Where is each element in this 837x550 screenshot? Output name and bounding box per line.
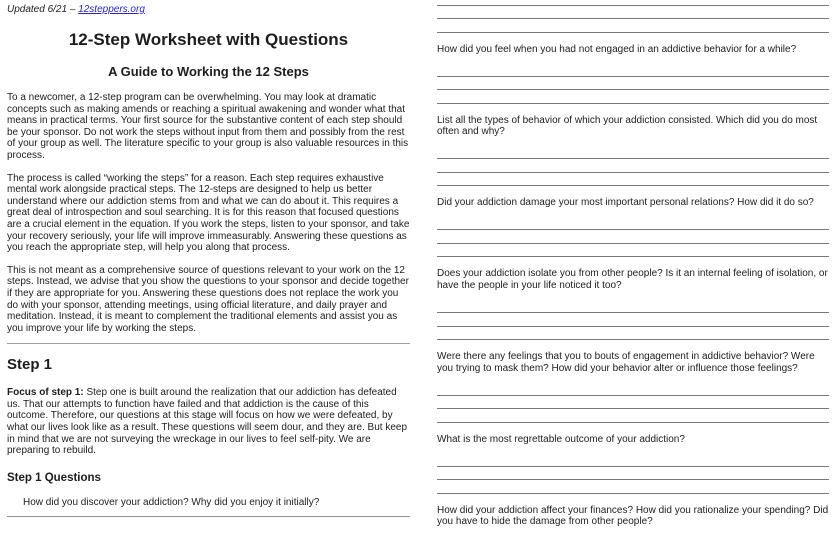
answer-lines	[437, 146, 829, 187]
answer-lines	[437, 453, 829, 494]
answer-line	[437, 63, 829, 77]
answer-line	[7, 516, 410, 517]
answer-line	[437, 396, 829, 410]
section-divider	[7, 343, 410, 344]
answer-line	[437, 313, 829, 327]
answer-line	[437, 217, 829, 231]
updated-label	[7, 4, 410, 16]
answer-line	[437, 6, 829, 20]
answer-line	[437, 382, 829, 396]
focus-text: Step one is built around the realization that our addiction has defeated us. That our attempts to function have failed and that addiction is the cause of this outcome. Therefore, our questions at this stage will focus on how we were defeated, by what our lives look like as a result. These questions will seem dour, and they are. But keep in mind that we are not surveying the wreckage in our lives to feel self-pity. We are preparing to rebuild.	[7, 387, 408, 457]
focus-label: Focus of step 1:	[7, 387, 84, 399]
answer-line	[437, 453, 829, 467]
updated-text: Updated 6/21 –	[7, 4, 79, 15]
question: How did your addiction affect your finances? How did you rationalize your spending? Did you have to hide the damage from other people?	[437, 504, 829, 528]
question: Did your addiction damage your most important personal relations? How did it do so?	[437, 197, 814, 209]
answer-line	[437, 327, 829, 341]
question: Were there any feelings that you to bouts of engagement in addictive behavior? Were you trying to mask them? How did your behavior alter or influence those feelings?	[437, 351, 815, 374]
intro-paragraph: The process is called “working the steps” for a reason. Each step requires exhaustive mental work alongside practical steps. The 12-steps are designed to help us better understand where our addiction stems from and what we can do about it. This requires a great deal of introspection and soul searching. It is for this reason that focused questions are a crucial element in the equation. If you work the steps, listen to your sponsor, and take your recovery seriously, your life will improve immeasurably. Answering these questions as you reach the appropriate step, will help you along that process.	[7, 172, 410, 254]
answer-line	[437, 300, 829, 314]
step1-questions-heading: Step 1 Questions	[7, 471, 101, 484]
answer-line	[437, 480, 829, 494]
answer-line	[437, 244, 829, 258]
answer-lines	[437, 63, 829, 104]
answer-line	[437, 467, 829, 481]
intro-paragraph: This is not meant as a comprehensive source of questions relevant to your work on the 12 steps. Instead, we advise that you show the questions to your sponsor and decide together if they are appropriate for you. Answering these questions does not replace the work you do with your sponsor, attending meetings, using official literature, and daily prayer and meditation. Instead, it is meant to complement the traditional elements and assist you as you improve your life by working the steps.	[7, 264, 409, 334]
answer-line	[437, 146, 829, 160]
answer-lines	[437, 300, 829, 341]
answer-lines	[437, 217, 829, 258]
answer-line	[437, 77, 829, 91]
answer-line	[437, 230, 829, 244]
page-title: 12-Step Worksheet with Questions	[68, 30, 349, 49]
answer-lines	[437, 0, 829, 33]
question: What is the most regrettable outcome of your addiction?	[437, 433, 685, 445]
question: List all the types of behavior of which your addiction consisted. Which did you do most often and why?	[437, 114, 818, 138]
answer-line	[437, 173, 829, 187]
answer-lines	[437, 382, 829, 423]
intro-paragraph: To a newcomer, a 12-step program can be overwhelming. You may look at dramatic concepts such as making amends or reaching a spiritual awakening and wonder what that means in practical terms. Your first source for the substantive content of each step should be your sponsor. Do not work the steps without input from them and possibly from the rest of your group as well. The literature specific to your group is also valuable resources in this process.	[7, 92, 409, 161]
step1-focus	[7, 387, 410, 457]
question: Does your addiction isolate you from other people? Is it an internal feeling of isolation, or have the people in your life noticed it too?	[437, 268, 828, 291]
site-link[interactable]: 12steppers.org	[78, 4, 145, 15]
question: How did you discover your addiction? Why did you enjoy it initially?	[23, 496, 320, 508]
answer-line	[437, 409, 829, 423]
question: How did you feel when you had not engaged in an addictive behavior for a while?	[437, 43, 797, 55]
answer-line	[437, 19, 829, 33]
answer-line	[437, 90, 829, 104]
step1-heading: Step 1	[7, 356, 53, 374]
page-subtitle: A Guide to Working the 12 Steps	[108, 64, 309, 79]
answer-line	[437, 159, 829, 173]
right-column	[420, 0, 837, 550]
